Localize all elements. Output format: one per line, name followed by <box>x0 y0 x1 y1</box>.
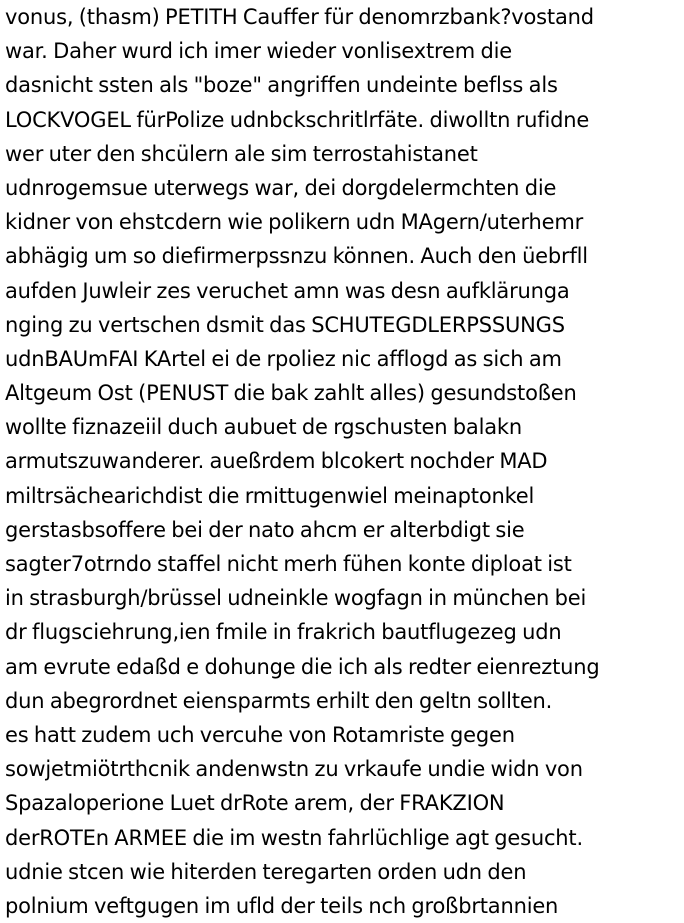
text-line: sowjetmiötrthcnik andenwstn zu vrkaufe undie widn von <box>5 757 583 782</box>
text-line: es hatt zudem uch vercuhe von Rotamriste gegen <box>5 722 515 747</box>
text-line: kidner von ehstcdern wie polikern udn MAgern/uterhemr <box>5 210 584 235</box>
text-line: dr flugsciehrung,ien fmile in frakrich bautflugezeg udn <box>5 620 562 645</box>
text-line: am evrute edaßd e dohunge die ich als redter eienreztung <box>5 654 600 679</box>
text-line: derROTEn ARMEE die im westn fahrlüchlige agt gesucht. <box>5 825 583 850</box>
text-line: polnium veftgugen im ufld der teils nch großbrtannien <box>5 893 559 918</box>
text-line: dun abegrordnet eiensparmts erhilt den geltn sollten. <box>5 688 553 713</box>
text-line: wer uter den shcülern ale sim terrostahistanet <box>5 141 478 166</box>
text-line: abhägig um so diefirmerpssnzu können. Auch den üebrfll <box>5 244 588 269</box>
text-line: Spazaloperione Luet drRote arem, der FRAKZION <box>5 791 505 816</box>
text-line: udnie stcen wie hiterden teregarten orden udn den <box>5 859 527 884</box>
text-line: udnBAUmFAI KArtel ei de rpoliez nic afflogd as sich am <box>5 346 562 371</box>
document-text-block <box>5 0 684 923</box>
text-line: LOCKVOGEL fürPolize udnbckschritlrfäte. diwolltn rufidne <box>5 107 590 132</box>
text-line: miltrsächearichdist die rmittugenwiel meinaptonkel <box>5 483 535 508</box>
text-line: gerstasbsoffere bei der nato ahcm er alterbdigt sie <box>5 517 525 542</box>
text-line: in strasburgh/brüssel udneinkle wogfagn in münchen bei <box>5 586 587 611</box>
text-line: war. Daher wurd ich imer wieder vonlisextrem die <box>5 39 512 64</box>
text-line: vonus, (thasm) PETITH Cauffer für denomrzbank?vostand <box>5 5 594 29</box>
text-line: sagter7otrndo staffel nicht merh fühen konte diploat ist <box>5 552 572 576</box>
text-line: nging zu vertschen dsmit das SCHUTEGDLERPSSUNGS <box>5 312 565 337</box>
text-line: aufden Juwleir zes veruchet amn was desn aufklärunga <box>5 278 570 303</box>
text-line: udnrogemsue uterwegs war, dei dorgdelermchten die <box>5 175 557 200</box>
text-line: armutszuwanderer. aueßrdem blcokert nochder MAD <box>5 449 548 474</box>
text-line: dasnicht ssten als "boze" angriffen undeinte beflss als <box>5 73 558 98</box>
text-line: wollte fiznazeiil duch aubuet de rgschusten balakn <box>5 415 522 440</box>
text-line: Altgeum Ost (PENUST die bak zahlt alles) gesundstoßen <box>5 381 577 406</box>
